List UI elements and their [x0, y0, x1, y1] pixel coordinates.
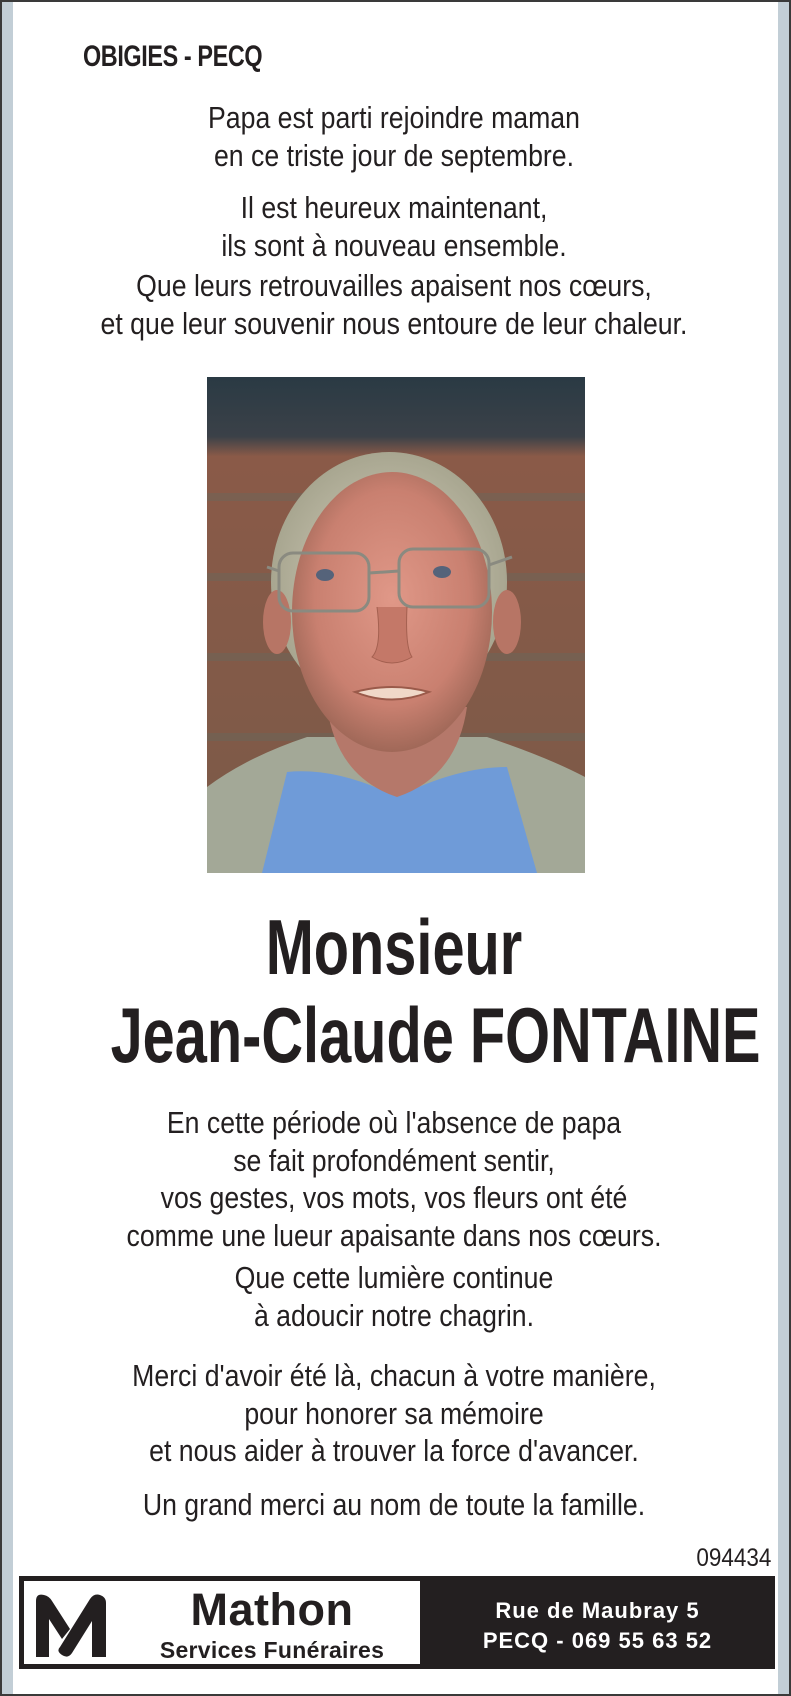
mathon-m-logo-icon — [32, 1591, 108, 1661]
location-heading: OBIGIES - PECQ — [83, 40, 263, 73]
poem-line: Il est heureux maintenant, — [240, 190, 548, 225]
thanks-stanza-3 — [11, 1357, 777, 1470]
deceased-name: Jean-Claude FONTAINE — [110, 991, 761, 1079]
thanks-line: Merci d'avoir été là, chacun à votre manière, — [132, 1358, 656, 1393]
portrait-image — [207, 377, 585, 873]
thanks-line: Que cette lumière continue — [234, 1260, 554, 1295]
thanks-line: et nous aider à trouver la force d'avancer. — [149, 1433, 639, 1468]
thanks-stanza-2 — [11, 1259, 777, 1334]
funeral-home-logo-panel — [24, 1581, 420, 1664]
funeral-home-subtitle: Services Funéraires — [159, 1637, 385, 1663]
intro-poem-stanza-3 — [11, 267, 777, 342]
funeral-home-name: Mathon — [190, 1584, 354, 1635]
thanks-stanza-1 — [11, 1104, 777, 1254]
thanks-line: vos gestes, vos mots, vos fleurs ont été — [160, 1180, 628, 1215]
reference-number: 094434 — [695, 1544, 771, 1572]
poem-line: en ce triste jour de septembre. — [213, 137, 575, 173]
thanks-stanza-4 — [11, 1486, 777, 1524]
deceased-title: Monsieur — [265, 903, 523, 991]
funeral-home-city-phone: PECQ - 069 55 63 52 — [482, 1628, 713, 1653]
portrait-photo — [207, 377, 585, 873]
thanks-line: En cette période où l'absence de papa — [166, 1105, 622, 1140]
poem-line: Que leurs retrouvailles apaisent nos cœurs, — [136, 268, 652, 303]
thanks-line: pour honorer sa mémoire — [244, 1395, 544, 1431]
intro-poem-stanza-1 — [11, 99, 777, 174]
thanks-line: Un grand merci au nom de toute la famille. — [142, 1487, 646, 1522]
funeral-home-address: Rue de Maubray 5 — [495, 1598, 700, 1623]
funeral-home-banner — [19, 1576, 775, 1669]
thanks-line: comme une lueur apaisante dans nos cœurs. — [126, 1217, 662, 1253]
poem-line: Papa est parti rejoindre maman — [208, 100, 580, 135]
right-margin-strip — [778, 2, 789, 1694]
intro-poem-stanza-2 — [11, 189, 777, 264]
poem-line: et que leur souvenir nous entoure de leur chaleur. — [100, 305, 688, 341]
poem-line: ils sont à nouveau ensemble. — [221, 227, 567, 263]
thanks-line: à adoucir notre chagrin. — [253, 1297, 535, 1333]
thanks-line: se fait profondément sentir, — [233, 1142, 555, 1178]
